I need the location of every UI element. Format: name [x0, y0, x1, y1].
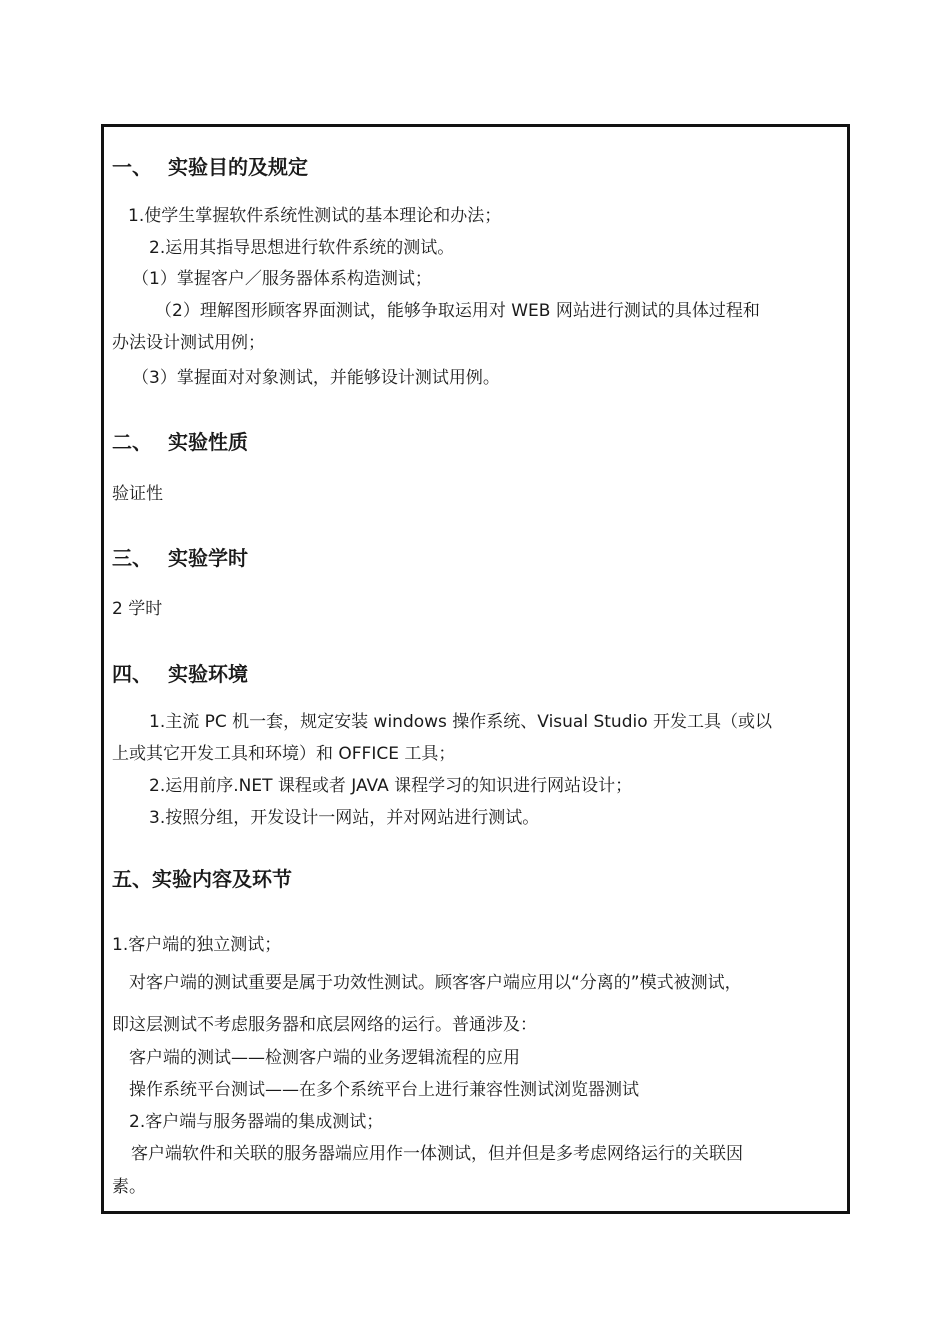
section-1-line-1: 1.使学生掌握软件系统性测试的基本理论和办法； — [128, 206, 502, 226]
section-5-line-7: 客户端软件和关联的服务器端应用作一体测试，但并但是多考虑网络运行的关联因 — [131, 1144, 743, 1164]
section-4-line-3: 2.运用前序.NET 课程或者 JAVA 课程学习的知识进行网站设计； — [149, 776, 633, 796]
section-5-line-2: 对客户端的测试重要是属于功效性测试。顾客客户端应用以“分离的”模式被测试， — [129, 973, 742, 993]
section-5-line-3: 即这层测试不考虑服务器和底层网络的运行。普通涉及： — [112, 1015, 537, 1035]
section-1-heading — [112, 154, 308, 180]
section-1-line-6: （3）掌握面对对象测试，并能够设计测试用例。 — [132, 368, 500, 388]
section-2-title: 实验性质 — [168, 430, 248, 454]
section-5-line-5: 操作系统平台测试——在多个系统平台上进行兼容性测试浏览器测试 — [129, 1080, 639, 1100]
section-3-title: 实验学时 — [168, 546, 248, 570]
section-5-line-1: 1.客户端的独立测试； — [112, 935, 282, 955]
section-5-line-4: 客户端的测试——检测客户端的业务逻辑流程的应用 — [129, 1048, 520, 1068]
section-3-number: 三、 — [112, 546, 152, 570]
section-4-line-2: 上或其它开发工具和环境）和 OFFICE 工具； — [112, 744, 456, 764]
section-4-number: 四、 — [112, 662, 152, 686]
section-1-line-4: （2）理解图形顾客界面测试，能够争取运用对 WEB 网站进行测试的具体过程和 — [155, 301, 760, 321]
section-2-line-1: 验证性 — [112, 484, 163, 504]
section-4-line-4: 3.按照分组，开发设计一网站，并对网站进行测试。 — [149, 808, 540, 828]
section-2-heading — [112, 429, 248, 455]
section-4-heading — [112, 661, 248, 687]
section-3-line-1: 2 学时 — [112, 599, 163, 619]
section-5-line-8: 素。 — [112, 1177, 146, 1197]
section-3-heading — [112, 545, 248, 571]
section-1-line-3: （1）掌握客户／服务器体系构造测试； — [132, 269, 432, 289]
section-2-number: 二、 — [112, 430, 152, 454]
section-4-title: 实验环境 — [168, 662, 248, 686]
section-4-line-1: 1.主流 PC 机一套，规定安装 windows 操作系统、Visual Studio 开发工具（或以 — [149, 712, 773, 732]
section-1-number: 一、 — [112, 155, 152, 179]
section-1-line-5: 办法设计测试用例； — [112, 333, 265, 353]
section-1-line-2: 2.运用其指导思想进行软件系统的测试。 — [149, 238, 455, 258]
section-5-heading: 五、实验内容及环节 — [112, 867, 292, 891]
section-5-line-6: 2.客户端与服务器端的集成测试； — [129, 1112, 384, 1132]
section-1-title: 实验目的及规定 — [168, 155, 308, 179]
